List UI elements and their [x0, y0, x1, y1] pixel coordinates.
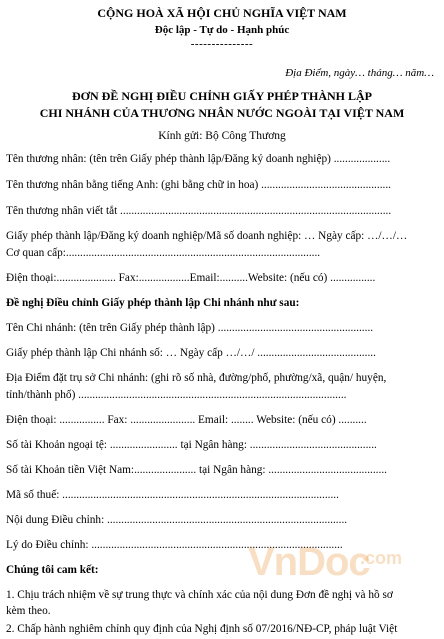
- motto: Độc lập - Tự do - Hạnh phúc: [154, 24, 290, 36]
- section-heading-adjust: Đề nghị Điều chỉnh Giấy phép thành lập Chi nhánh như sau:: [6, 297, 300, 309]
- field-merchant-name: Tên thương nhân: (tên trên Giấy phép thành lập/Đăng ký doanh nghiệp) ....................: [6, 153, 391, 165]
- title-line-2: CHI NHÁNH CỦA THƯƠNG NHÂN NƯỚC NGOÀI TẠI VIỆT NAM: [39, 106, 405, 120]
- commitment-1: 1. Chịu trách nhiệm về sự trung thực và chính xác của nội dung Đơn đề nghị và hồ sơ: [6, 589, 393, 601]
- field-branch-address: Địa Điểm đặt trụ sở Chi nhánh: (ghi rõ số nhà, đường/phố, phường/xã, quận/ huyện,: [6, 372, 387, 384]
- field-branch-address-cont: tỉnh/thành phố) ...............................................................................................: [6, 389, 347, 401]
- national-header: CỘNG HOÀ XÃ HỘI CHỦ NGHĨA VIỆT NAM: [97, 6, 347, 20]
- title-line-1: ĐƠN ĐỀ NGHỊ ĐIỀU CHỈNH GIẤY PHÉP THÀNH LẬP: [71, 89, 373, 103]
- field-adjust-reason: Lý do Điều chỉnh: .........................................................................................: [6, 539, 343, 551]
- field-issuing-agency: Cơ quan cấp:..........................................................................................: [6, 247, 321, 259]
- field-merchant-name-english: Tên thương nhân bằng tiếng Anh: (ghi bằng chữ in hoa) ..............................................: [6, 179, 392, 191]
- field-branch-name: Tên Chi nhánh: (tên trên Giấy phép thành lập) .......................................................: [6, 322, 374, 334]
- field-tax-code: Mã số thuế: ..................................................................................................: [6, 489, 339, 501]
- date-line: Địa Điểm, ngày… tháng… năm…: [285, 67, 434, 79]
- field-adjust-content: Nội dung Điều chỉnh: .....................................................................................: [6, 514, 348, 526]
- field-merchant-short-name: Tên thương nhân viết tắt ................................................................................................: [6, 205, 392, 217]
- watermark-logo: VnDoc: [248, 540, 370, 584]
- commitment-1-cont: kèm theo.: [6, 605, 51, 617]
- watermark-logo-suffix: .com: [360, 548, 403, 568]
- field-branch-license: Giấy phép thành lập Chi nhánh số: … Ngày cấp …/…/ ..........................................: [6, 347, 376, 359]
- field-license-number: Giấy phép thành lập/Đăng ký doanh nghiệp/Mã số doanh nghiệp: … Ngày cấp: …/…/…: [6, 230, 408, 242]
- field-vnd-account: Số tài Khoản tiền Việt Nam:...................... tại Ngân hàng: ..........................................: [6, 464, 387, 476]
- header-separator: ---------------: [190, 38, 254, 50]
- field-contact: Điện thoại:..................... Fax:..................Email:..........Website: (nếu có) ................: [6, 272, 376, 284]
- field-foreign-account: Số tài Khoản ngoại tệ: ........................ tại Ngân hàng: .............................................: [6, 439, 377, 451]
- commitment-heading: Chúng tôi cam kết:: [6, 564, 99, 576]
- recipient: Kính gửi: Bộ Công Thương: [158, 130, 286, 142]
- commitment-2: 2. Chấp hành nghiêm chỉnh quy định của Nghị định số 07/2016/NĐ-CP, pháp luật Việt: [6, 623, 398, 635]
- field-branch-contact: Điện thoại: ................ Fax: ....................... Email: ........ Website: (nếu có) ..........: [6, 414, 367, 426]
